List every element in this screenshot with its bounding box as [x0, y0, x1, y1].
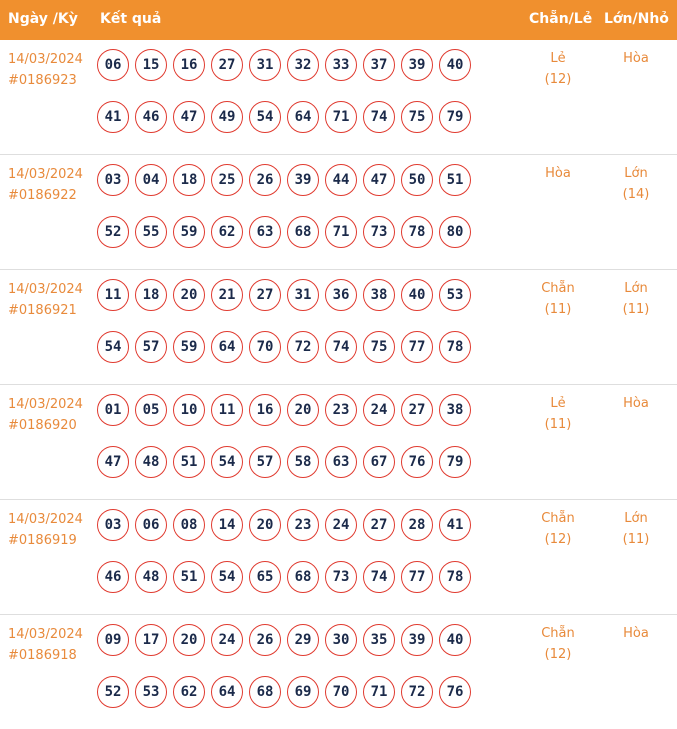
- result-numbers: [97, 509, 477, 593]
- number-ball: 64: [211, 331, 243, 363]
- big-small-count: (11): [622, 532, 650, 547]
- number-ball: 69: [287, 676, 319, 708]
- big-small-cell: [606, 508, 666, 550]
- big-small-value: Hòa: [623, 396, 649, 411]
- header-date: Ngày /Kỳ: [8, 11, 78, 27]
- draw-info: [8, 49, 83, 91]
- table-row: [0, 155, 677, 270]
- number-ball: 71: [325, 101, 357, 133]
- draw-id-link[interactable]: #0186921: [8, 303, 77, 318]
- even-odd-cell: [528, 623, 588, 665]
- number-ball: 33: [325, 49, 357, 81]
- big-small-cell: [606, 48, 666, 69]
- number-ball: 74: [325, 331, 357, 363]
- number-ball: 09: [97, 624, 129, 656]
- number-ball: 39: [401, 624, 433, 656]
- number-ball: 44: [325, 164, 357, 196]
- header-even-odd: Chẵn/Lẻ: [529, 11, 593, 27]
- number-ball: 27: [363, 509, 395, 541]
- even-odd-value: Chẵn: [541, 511, 575, 526]
- even-odd-cell: [528, 393, 588, 435]
- number-ball: 30: [325, 624, 357, 656]
- number-ball: 41: [439, 509, 471, 541]
- number-ball: 70: [249, 331, 281, 363]
- number-ball: 29: [287, 624, 319, 656]
- number-ball: 14: [211, 509, 243, 541]
- even-odd-count: (12): [544, 72, 572, 87]
- number-ball: 68: [249, 676, 281, 708]
- big-small-cell: [606, 163, 666, 205]
- number-ball: 76: [439, 676, 471, 708]
- number-ball: 25: [211, 164, 243, 196]
- number-ball: 39: [287, 164, 319, 196]
- number-ball: 57: [249, 446, 281, 478]
- number-ball: 58: [287, 446, 319, 478]
- draw-id-link[interactable]: #0186920: [8, 418, 77, 433]
- number-ball: 15: [135, 49, 167, 81]
- even-odd-value: Chẵn: [541, 281, 575, 296]
- number-ball: 47: [363, 164, 395, 196]
- table-row: [0, 500, 677, 615]
- number-ball: 26: [249, 624, 281, 656]
- number-ball: 06: [135, 509, 167, 541]
- number-ball: 50: [401, 164, 433, 196]
- number-ball: 62: [211, 216, 243, 248]
- number-ball: 11: [97, 279, 129, 311]
- big-small-cell: [606, 278, 666, 320]
- number-ball: 16: [249, 394, 281, 426]
- table-header: [0, 0, 677, 40]
- draw-info: [8, 279, 83, 321]
- big-small-value: Hòa: [623, 51, 649, 66]
- number-ball: 71: [325, 216, 357, 248]
- number-ball: 73: [325, 561, 357, 593]
- number-ball: 31: [249, 49, 281, 81]
- header-result: Kết quả: [100, 11, 162, 27]
- number-ball: 36: [325, 279, 357, 311]
- number-ball: 51: [173, 561, 205, 593]
- number-ball: 77: [401, 331, 433, 363]
- number-ball: 26: [249, 164, 281, 196]
- even-odd-cell: [528, 278, 588, 320]
- big-small-count: (14): [622, 187, 650, 202]
- draw-info: [8, 394, 83, 436]
- number-ball: 47: [173, 101, 205, 133]
- even-odd-value: Lẻ: [550, 51, 566, 66]
- table-row: [0, 385, 677, 500]
- number-ball: 05: [135, 394, 167, 426]
- number-ball: 78: [439, 561, 471, 593]
- number-ball: 46: [97, 561, 129, 593]
- number-ball: 55: [135, 216, 167, 248]
- draw-info: [8, 509, 83, 551]
- number-ball: 48: [135, 446, 167, 478]
- number-ball: 20: [287, 394, 319, 426]
- draw-info: [8, 624, 83, 666]
- number-ball: 78: [401, 216, 433, 248]
- big-small-value: Lớn: [624, 281, 648, 296]
- result-numbers: [97, 279, 477, 363]
- big-small-value: Lớn: [624, 511, 648, 526]
- number-ball: 62: [173, 676, 205, 708]
- number-ball: 24: [363, 394, 395, 426]
- number-ball: 72: [401, 676, 433, 708]
- number-ball: 18: [173, 164, 205, 196]
- draw-date: 14/03/2024: [8, 627, 83, 642]
- number-ball: 68: [287, 216, 319, 248]
- number-ball: 35: [363, 624, 395, 656]
- number-ball: 24: [211, 624, 243, 656]
- number-ball: 38: [439, 394, 471, 426]
- even-odd-cell: [528, 163, 588, 184]
- number-ball: 06: [97, 49, 129, 81]
- number-ball: 49: [211, 101, 243, 133]
- even-odd-value: Hòa: [545, 166, 571, 181]
- number-ball: 59: [173, 331, 205, 363]
- number-ball: 78: [439, 331, 471, 363]
- number-ball: 52: [97, 216, 129, 248]
- number-ball: 24: [325, 509, 357, 541]
- header-big-small: Lớn/Nhỏ: [604, 11, 669, 27]
- number-ball: 74: [363, 561, 395, 593]
- number-ball: 03: [97, 164, 129, 196]
- result-numbers: [97, 164, 477, 248]
- number-ball: 64: [211, 676, 243, 708]
- number-ball: 52: [97, 676, 129, 708]
- number-ball: 80: [439, 216, 471, 248]
- number-ball: 76: [401, 446, 433, 478]
- number-ball: 72: [287, 331, 319, 363]
- number-ball: 79: [439, 101, 471, 133]
- number-ball: 23: [287, 509, 319, 541]
- number-ball: 40: [401, 279, 433, 311]
- number-ball: 75: [363, 331, 395, 363]
- number-ball: 68: [287, 561, 319, 593]
- number-ball: 41: [97, 101, 129, 133]
- number-ball: 11: [211, 394, 243, 426]
- number-ball: 20: [173, 624, 205, 656]
- number-ball: 74: [363, 101, 395, 133]
- even-odd-count: (11): [544, 417, 572, 432]
- draw-id-link[interactable]: #0186918: [8, 648, 77, 663]
- big-small-cell: [606, 393, 666, 414]
- number-ball: 27: [211, 49, 243, 81]
- number-ball: 04: [135, 164, 167, 196]
- table-row: [0, 270, 677, 385]
- result-numbers: [97, 49, 477, 133]
- number-ball: 79: [439, 446, 471, 478]
- number-ball: 10: [173, 394, 205, 426]
- number-ball: 40: [439, 624, 471, 656]
- even-odd-count: (12): [544, 532, 572, 547]
- number-ball: 53: [135, 676, 167, 708]
- number-ball: 18: [135, 279, 167, 311]
- number-ball: 40: [439, 49, 471, 81]
- number-ball: 37: [363, 49, 395, 81]
- number-ball: 27: [401, 394, 433, 426]
- even-odd-count: (11): [544, 302, 572, 317]
- number-ball: 01: [97, 394, 129, 426]
- number-ball: 23: [325, 394, 357, 426]
- even-odd-cell: [528, 508, 588, 550]
- table-row: [0, 40, 677, 155]
- draw-date: 14/03/2024: [8, 512, 83, 527]
- number-ball: 20: [249, 509, 281, 541]
- number-ball: 39: [401, 49, 433, 81]
- number-ball: 73: [363, 216, 395, 248]
- number-ball: 31: [287, 279, 319, 311]
- even-odd-count: (12): [544, 647, 572, 662]
- number-ball: 65: [249, 561, 281, 593]
- draw-info: [8, 164, 83, 206]
- draw-id-link[interactable]: #0186922: [8, 188, 77, 203]
- number-ball: 57: [135, 331, 167, 363]
- number-ball: 53: [439, 279, 471, 311]
- table-row: [0, 615, 677, 729]
- number-ball: 16: [173, 49, 205, 81]
- number-ball: 03: [97, 509, 129, 541]
- even-odd-cell: [528, 48, 588, 90]
- number-ball: 32: [287, 49, 319, 81]
- number-ball: 59: [173, 216, 205, 248]
- draw-id-link[interactable]: #0186923: [8, 73, 77, 88]
- number-ball: 77: [401, 561, 433, 593]
- big-small-value: Lớn: [624, 166, 648, 181]
- number-ball: 63: [325, 446, 357, 478]
- number-ball: 17: [135, 624, 167, 656]
- table-body: [0, 40, 677, 729]
- even-odd-value: Lẻ: [550, 396, 566, 411]
- number-ball: 63: [249, 216, 281, 248]
- number-ball: 20: [173, 279, 205, 311]
- number-ball: 46: [135, 101, 167, 133]
- result-numbers: [97, 624, 477, 708]
- number-ball: 54: [249, 101, 281, 133]
- draw-id-link[interactable]: #0186919: [8, 533, 77, 548]
- number-ball: 51: [173, 446, 205, 478]
- number-ball: 71: [363, 676, 395, 708]
- even-odd-value: Chẵn: [541, 626, 575, 641]
- draw-date: 14/03/2024: [8, 167, 83, 182]
- number-ball: 27: [249, 279, 281, 311]
- number-ball: 38: [363, 279, 395, 311]
- number-ball: 67: [363, 446, 395, 478]
- number-ball: 48: [135, 561, 167, 593]
- draw-date: 14/03/2024: [8, 52, 83, 67]
- number-ball: 70: [325, 676, 357, 708]
- draw-date: 14/03/2024: [8, 282, 83, 297]
- big-small-count: (11): [622, 302, 650, 317]
- result-numbers: [97, 394, 477, 478]
- number-ball: 54: [211, 446, 243, 478]
- number-ball: 47: [97, 446, 129, 478]
- number-ball: 64: [287, 101, 319, 133]
- big-small-cell: [606, 623, 666, 644]
- number-ball: 28: [401, 509, 433, 541]
- big-small-value: Hòa: [623, 626, 649, 641]
- draw-date: 14/03/2024: [8, 397, 83, 412]
- number-ball: 75: [401, 101, 433, 133]
- number-ball: 21: [211, 279, 243, 311]
- number-ball: 54: [211, 561, 243, 593]
- number-ball: 54: [97, 331, 129, 363]
- number-ball: 51: [439, 164, 471, 196]
- number-ball: 08: [173, 509, 205, 541]
